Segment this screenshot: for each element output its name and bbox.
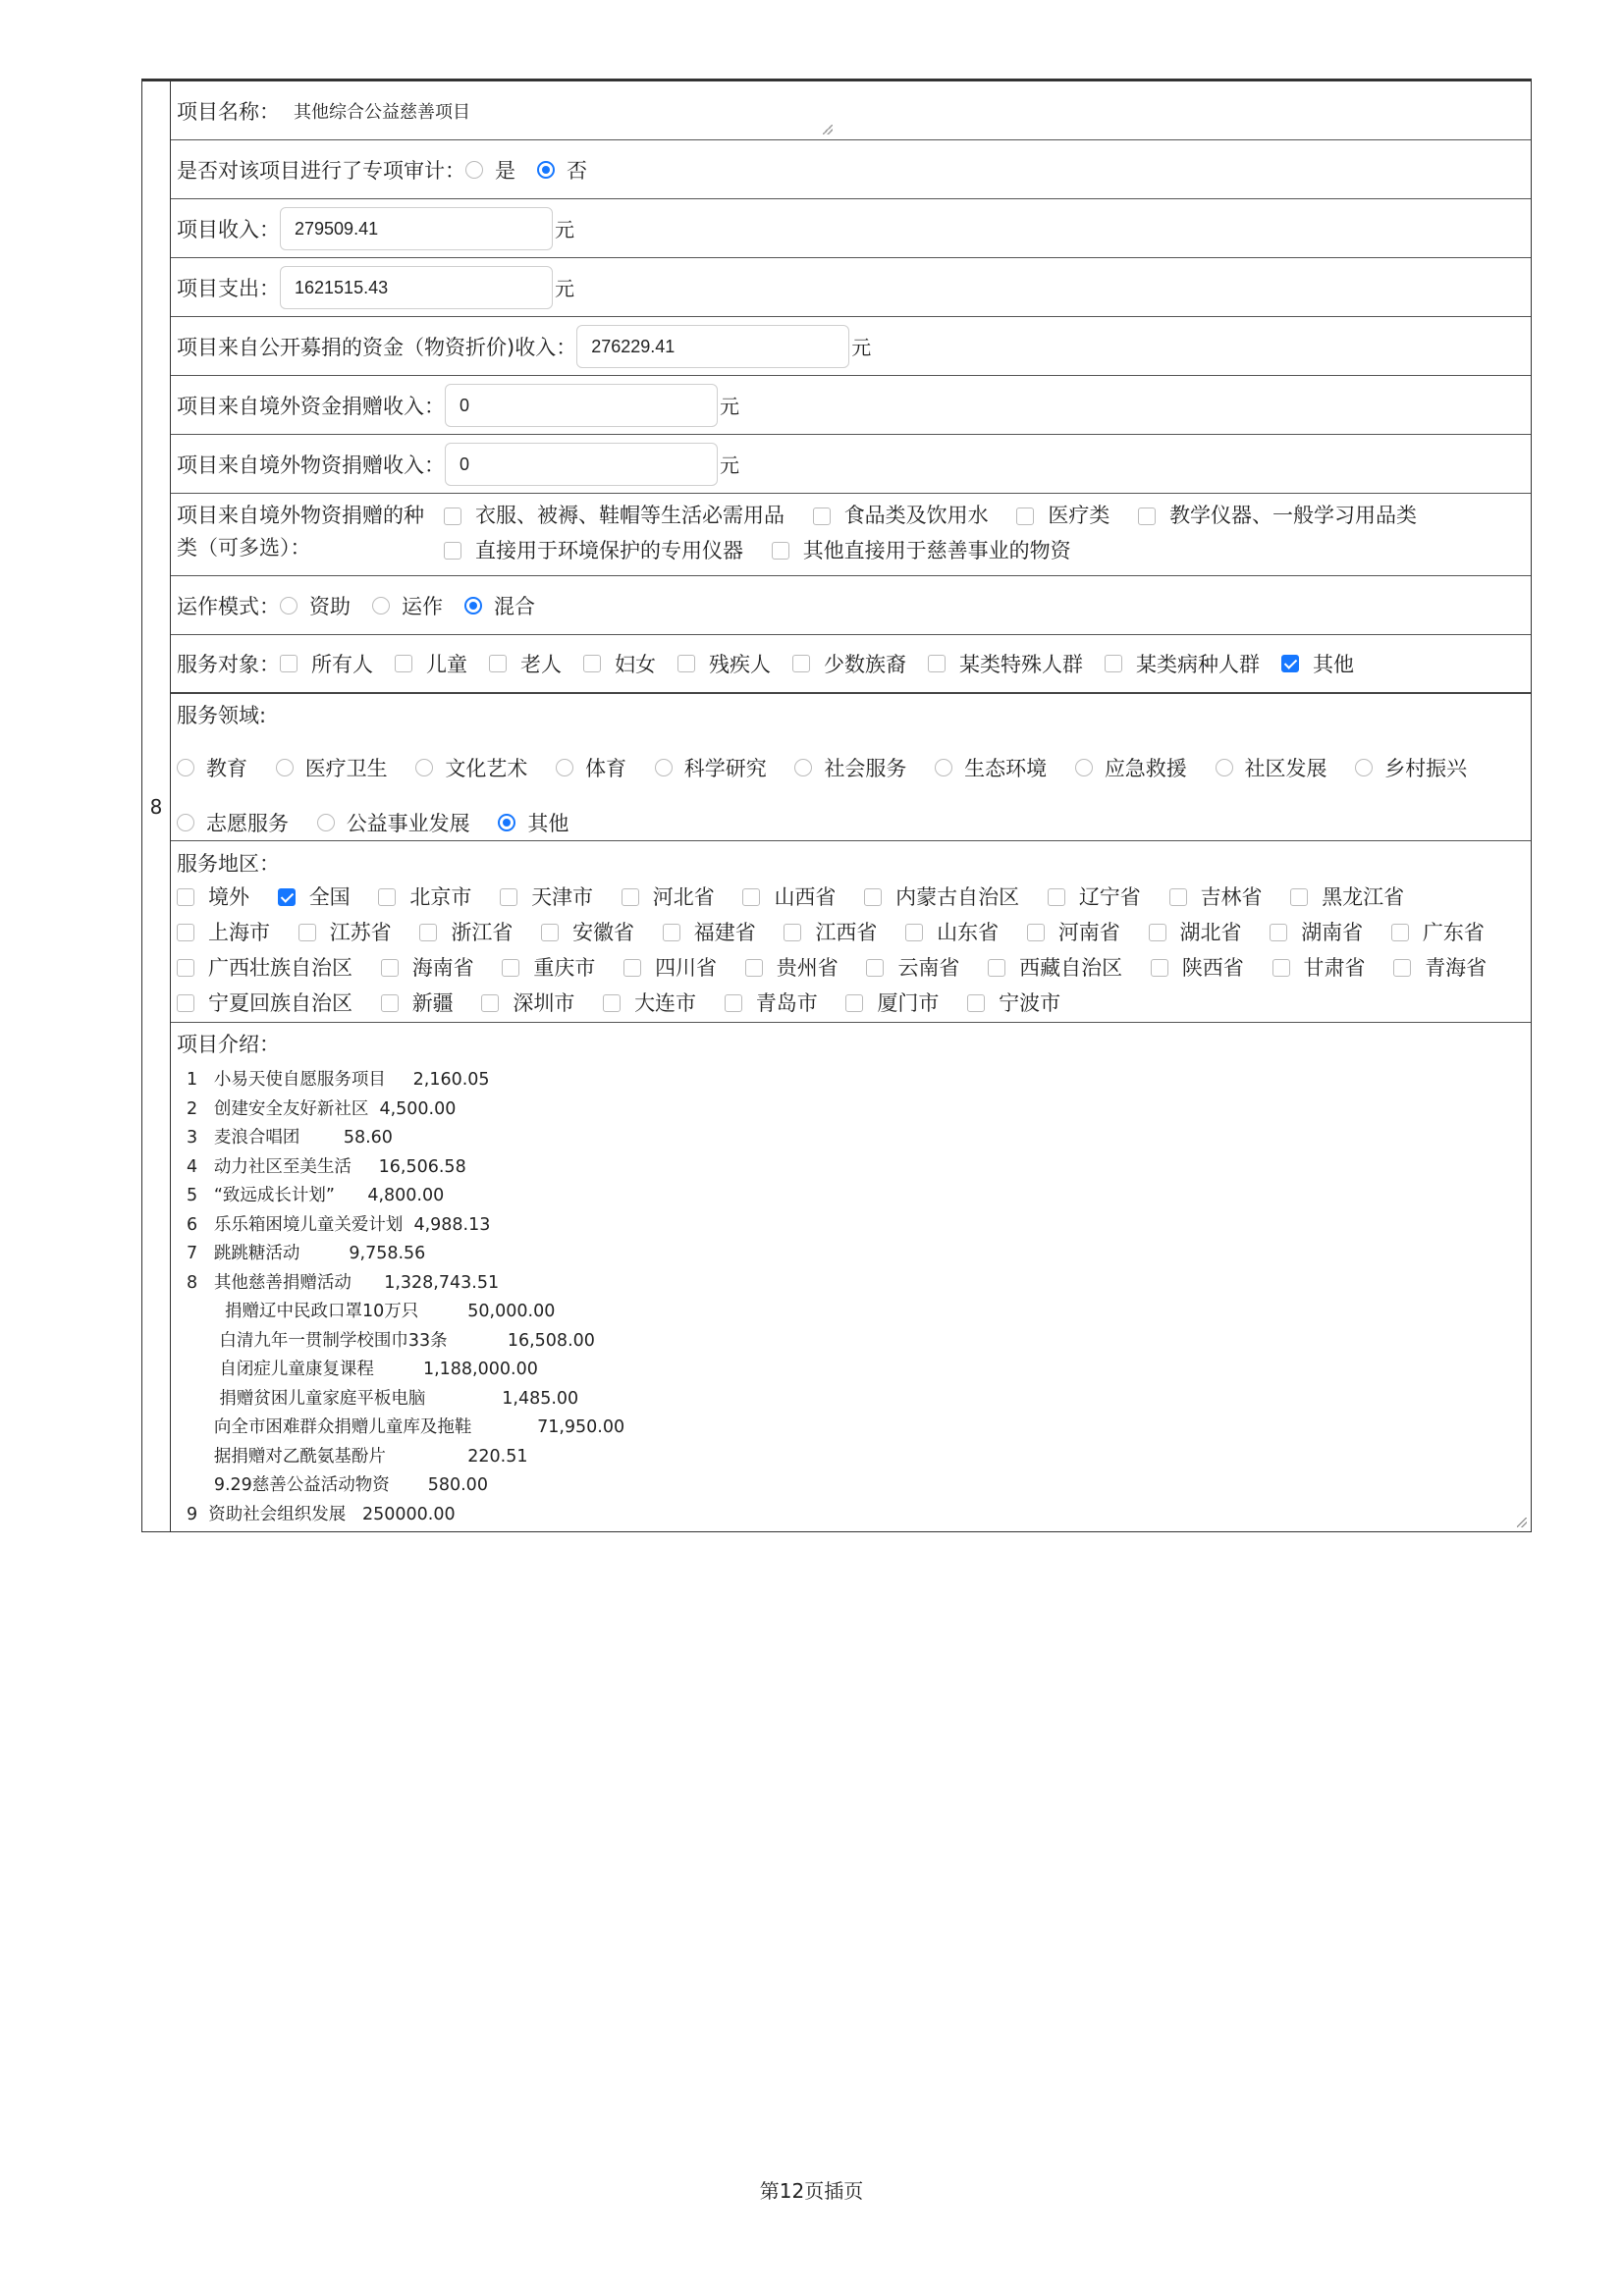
checkbox-icon[interactable] xyxy=(928,655,946,672)
area-option[interactable]: 深圳市 xyxy=(481,987,574,1020)
overseas-fund-input[interactable]: 0 xyxy=(445,384,718,427)
checkbox-icon[interactable] xyxy=(603,994,621,1012)
area-option[interactable]: 宁波市 xyxy=(967,987,1060,1020)
radio-icon[interactable] xyxy=(415,759,433,776)
checkbox-icon[interactable] xyxy=(419,924,437,941)
checkbox-icon[interactable] xyxy=(866,959,884,977)
area-option[interactable]: 湖南省 xyxy=(1270,916,1363,949)
checkbox-icon[interactable] xyxy=(864,888,882,906)
checkbox-icon[interactable] xyxy=(845,994,863,1012)
operation-mode-label: 运作模式： xyxy=(177,594,280,618)
goods-option-medical[interactable]: 医疗类 xyxy=(1016,500,1109,532)
radio-icon[interactable] xyxy=(177,759,194,776)
checkbox-icon[interactable] xyxy=(1151,959,1168,977)
intro-line: 6 乐乐箱困境儿童关爱计划 4,988.13 xyxy=(187,1214,491,1235)
checkbox-icon[interactable] xyxy=(502,959,519,977)
area-option[interactable]: 海南省 xyxy=(381,951,474,985)
radio-icon[interactable] xyxy=(1355,759,1373,776)
checkbox-icon[interactable] xyxy=(444,542,461,560)
area-option[interactable]: 湖北省 xyxy=(1149,916,1242,949)
checkbox-icon[interactable] xyxy=(967,994,985,1012)
checkbox-icon[interactable] xyxy=(1393,959,1411,977)
area-option[interactable]: 山东省 xyxy=(905,916,999,949)
radio-icon[interactable] xyxy=(280,597,298,614)
area-option-national[interactable]: 全国 xyxy=(278,881,351,914)
audit-option-yes[interactable]: 是 xyxy=(465,155,515,185)
mode-option-operate[interactable]: 运作 xyxy=(372,591,443,620)
service-field-options-1 xyxy=(177,753,1467,782)
audit-option-no[interactable]: 否 xyxy=(537,155,587,185)
goods-option-environment[interactable]: 直接用于环境保护的专用仪器 xyxy=(444,535,743,567)
goods-option-teaching[interactable]: 教学仪器、一般学习用品类 xyxy=(1138,500,1417,532)
checkbox-icon[interactable] xyxy=(1391,924,1409,941)
checkbox-icon[interactable] xyxy=(541,924,559,941)
checkbox-icon[interactable] xyxy=(177,994,194,1012)
row-index: 8 xyxy=(142,81,171,1531)
target-option-other[interactable]: 其他 xyxy=(1281,649,1354,678)
goods-option-other[interactable]: 其他直接用于慈善事业的物资 xyxy=(772,535,1071,567)
service-field-row xyxy=(171,694,1531,841)
target-option[interactable]: 妇女 xyxy=(583,649,656,678)
intro-line: 自闭症儿童康复课程 1,188,000.00 xyxy=(187,1360,538,1379)
checkbox-icon[interactable] xyxy=(395,655,412,672)
checkbox-icon[interactable] xyxy=(1048,888,1065,906)
checkbox-icon[interactable] xyxy=(381,959,399,977)
area-option[interactable]: 河南省 xyxy=(1027,916,1120,949)
area-option[interactable]: 浙江省 xyxy=(419,916,513,949)
area-option[interactable]: 安徽省 xyxy=(541,916,634,949)
area-option[interactable]: 云南省 xyxy=(866,951,959,985)
overseas-goods-input[interactable]: 0 xyxy=(445,443,718,486)
field-option[interactable]: 社会服务 xyxy=(794,753,906,782)
checkbox-icon[interactable] xyxy=(177,888,194,906)
public-fund-row xyxy=(171,317,1531,376)
field-option[interactable]: 科学研究 xyxy=(655,753,767,782)
service-area-options-4 xyxy=(177,987,1082,1022)
audit-row xyxy=(171,140,1531,199)
goods-option-daily[interactable]: 衣服、被褥、鞋帽等生活必需用品 xyxy=(444,500,784,532)
area-option[interactable]: 上海市 xyxy=(177,916,270,949)
resize-handle-icon[interactable] xyxy=(1517,1518,1527,1527)
area-option[interactable]: 辽宁省 xyxy=(1048,881,1141,914)
service-field-options-2 xyxy=(177,808,590,837)
goods-types-options xyxy=(444,500,1438,569)
area-option[interactable]: 西藏自治区 xyxy=(988,951,1122,985)
income-input[interactable]: 279509.41 xyxy=(280,207,553,250)
radio-icon[interactable] xyxy=(276,759,294,776)
field-option[interactable]: 教育 xyxy=(177,753,247,782)
service-target-label: 服务对象： xyxy=(177,653,280,676)
area-option[interactable]: 新疆 xyxy=(381,987,454,1020)
intro-line: 4 动力社区至美生活 16,506.58 xyxy=(187,1156,466,1177)
checkbox-checked-icon[interactable] xyxy=(278,888,296,906)
area-option[interactable]: 四川省 xyxy=(623,951,717,985)
area-option[interactable]: 青海省 xyxy=(1393,951,1487,985)
area-option[interactable]: 陕西省 xyxy=(1151,951,1244,985)
radio-selected-icon[interactable] xyxy=(537,161,555,179)
project-name-row xyxy=(171,81,1531,140)
area-option[interactable]: 甘肃省 xyxy=(1272,951,1366,985)
area-option[interactable]: 天津市 xyxy=(500,881,593,914)
goods-types-row xyxy=(171,494,1531,576)
checkbox-icon[interactable] xyxy=(1290,888,1308,906)
intro-line: 1 小易天使自愿服务项目 2,160.05 xyxy=(187,1070,490,1090)
checkbox-icon[interactable] xyxy=(298,924,316,941)
overseas-fund-label: 项目来自境外资金捐赠收入： xyxy=(177,394,445,418)
checkbox-icon[interactable] xyxy=(677,655,695,672)
intro-textarea[interactable] xyxy=(187,1066,624,1529)
area-option[interactable]: 江苏省 xyxy=(298,916,392,949)
overseas-goods-row xyxy=(171,435,1531,494)
expense-unit: 元 xyxy=(555,277,574,300)
field-option[interactable]: 乡村振兴 xyxy=(1355,753,1467,782)
expense-row xyxy=(171,258,1531,317)
field-option[interactable]: 文化艺术 xyxy=(415,753,527,782)
checkbox-icon[interactable] xyxy=(177,924,194,941)
intro-line: 8 其他慈善捐赠活动 1,328,743.51 xyxy=(187,1272,500,1293)
service-target-row xyxy=(171,635,1531,694)
target-option[interactable]: 少数族裔 xyxy=(792,649,906,678)
expense-input[interactable]: 1621515.43 xyxy=(280,266,553,309)
service-field-label: 服务领域: xyxy=(177,704,267,727)
checkbox-icon[interactable] xyxy=(622,888,639,906)
audit-label: 是否对该项目进行了专项审计： xyxy=(177,158,465,183)
intro-line: 3 麦浪合唱团 58.60 xyxy=(187,1128,393,1148)
mode-option-mixed[interactable]: 混合 xyxy=(464,591,535,620)
area-option[interactable]: 广东省 xyxy=(1391,916,1485,949)
radio-icon[interactable] xyxy=(794,759,812,776)
field-option[interactable]: 社区发展 xyxy=(1216,753,1327,782)
area-option[interactable]: 江西省 xyxy=(784,916,877,949)
public-fund-input[interactable]: 276229.41 xyxy=(576,325,849,368)
target-option[interactable]: 老人 xyxy=(489,649,562,678)
area-option[interactable]: 境外 xyxy=(177,881,249,914)
radio-selected-icon[interactable] xyxy=(464,597,482,614)
intro-line: 捐赠辽中民政口罩10万只 50,000.00 xyxy=(187,1302,556,1321)
field-option[interactable]: 体育 xyxy=(556,753,626,782)
service-area-options-2 xyxy=(177,916,1485,951)
area-option[interactable]: 宁夏回族自治区 xyxy=(177,987,352,1020)
area-option[interactable]: 大连市 xyxy=(603,987,696,1020)
target-option[interactable]: 所有人 xyxy=(280,649,373,678)
income-label: 项目收入： xyxy=(177,217,280,241)
area-option[interactable]: 贵州省 xyxy=(745,951,839,985)
income-unit: 元 xyxy=(555,218,574,241)
intro-line: 9.29慈善公益活动物资 580.00 xyxy=(187,1475,488,1495)
intro-line: 白清九年一贯制学校围巾33条 16,508.00 xyxy=(187,1330,595,1351)
radio-icon[interactable] xyxy=(935,759,952,776)
target-option[interactable]: 残疾人 xyxy=(677,649,771,678)
checkbox-icon[interactable] xyxy=(378,888,396,906)
checkbox-icon[interactable] xyxy=(481,994,499,1012)
area-option[interactable]: 河北省 xyxy=(622,881,715,914)
area-option[interactable]: 吉林省 xyxy=(1169,881,1263,914)
checkbox-icon[interactable] xyxy=(489,655,507,672)
goods-types-label: 项目来自境外物资捐赠的种 类（可多选）： xyxy=(177,504,424,560)
checkbox-icon[interactable] xyxy=(583,655,601,672)
radio-icon[interactable] xyxy=(1216,759,1233,776)
radio-icon[interactable] xyxy=(317,814,335,831)
intro-line: 据捐赠对乙酰氨基酚片 220.51 xyxy=(187,1446,528,1467)
public-fund-unit: 元 xyxy=(851,336,872,359)
public-fund-label: 项目来自公开募捐的资金（物资折价)收入： xyxy=(177,335,577,359)
radio-icon[interactable] xyxy=(655,759,673,776)
radio-icon[interactable] xyxy=(556,759,573,776)
project-form xyxy=(141,79,1532,1532)
intro-line: 向全市困难群众捐赠儿童库及拖鞋 71,950.00 xyxy=(187,1417,625,1437)
checkbox-icon[interactable] xyxy=(784,924,801,941)
checkbox-icon[interactable] xyxy=(1149,924,1166,941)
area-option[interactable]: 重庆市 xyxy=(502,951,595,985)
project-name-input[interactable]: 其他综合公益慈善项目 xyxy=(294,101,470,123)
area-option[interactable]: 内蒙古自治区 xyxy=(864,881,1019,914)
overseas-goods-unit: 元 xyxy=(720,454,739,477)
checkbox-icon[interactable] xyxy=(623,959,641,977)
mode-option-fund[interactable]: 资助 xyxy=(280,591,351,620)
service-area-options-1 xyxy=(177,881,1426,916)
area-option[interactable]: 北京市 xyxy=(378,881,471,914)
area-option[interactable]: 厦门市 xyxy=(845,987,939,1020)
checkbox-icon[interactable] xyxy=(444,507,461,525)
field-option-other[interactable]: 其他 xyxy=(498,808,568,837)
resize-handle-icon[interactable] xyxy=(823,125,833,134)
checkbox-icon[interactable] xyxy=(725,994,742,1012)
intro-line: 捐赠贫困儿童家庭平板电脑 1,485.00 xyxy=(187,1388,579,1409)
intro-line: 7 跳跳糖活动 9,758.56 xyxy=(187,1244,426,1263)
field-option[interactable]: 生态环境 xyxy=(935,753,1047,782)
intro-line: 9 资助社会组织发展 250000.00 xyxy=(187,1504,456,1524)
checkbox-icon[interactable] xyxy=(1105,655,1122,672)
checkbox-icon[interactable] xyxy=(381,994,399,1012)
intro-line: 2 创建安全友好新社区 4,500.00 xyxy=(187,1098,457,1119)
checkbox-icon[interactable] xyxy=(905,924,923,941)
service-area-options-3 xyxy=(177,951,1487,987)
operation-mode-row xyxy=(171,576,1531,635)
area-option[interactable]: 广西壮族自治区 xyxy=(177,951,352,985)
expense-label: 项目支出： xyxy=(177,276,280,300)
field-option[interactable]: 公益事业发展 xyxy=(317,808,470,837)
checkbox-icon[interactable] xyxy=(1016,507,1034,525)
radio-icon[interactable] xyxy=(1075,759,1093,776)
intro-line: 5 “致远成长计划” 4,800.00 xyxy=(187,1186,445,1205)
target-option[interactable]: 儿童 xyxy=(395,649,467,678)
checkbox-icon[interactable] xyxy=(745,959,763,977)
project-name-label: 项目名称： xyxy=(177,99,280,124)
radio-icon[interactable] xyxy=(465,161,483,179)
checkbox-icon[interactable] xyxy=(663,924,680,941)
service-area-row xyxy=(171,841,1531,1023)
service-area-label: 服务地区： xyxy=(177,852,280,876)
checkbox-icon[interactable] xyxy=(988,959,1005,977)
goods-option-food[interactable]: 食品类及饮用水 xyxy=(813,500,989,532)
checkbox-checked-icon[interactable] xyxy=(1281,655,1299,672)
field-option[interactable]: 志愿服务 xyxy=(177,808,289,837)
checkbox-icon[interactable] xyxy=(772,542,789,560)
target-option[interactable]: 某类病种人群 xyxy=(1105,649,1260,678)
radio-selected-icon[interactable] xyxy=(498,814,515,831)
checkbox-icon[interactable] xyxy=(1270,924,1287,941)
checkbox-icon[interactable] xyxy=(1027,924,1045,941)
checkbox-icon[interactable] xyxy=(177,959,194,977)
intro-row xyxy=(171,1023,1531,1531)
checkbox-icon[interactable] xyxy=(500,888,517,906)
checkbox-icon[interactable] xyxy=(1272,959,1290,977)
overseas-fund-unit: 元 xyxy=(720,395,739,418)
intro-label: 项目介绍： xyxy=(177,1033,280,1056)
overseas-fund-row xyxy=(171,376,1531,435)
income-row xyxy=(171,199,1531,258)
area-option[interactable]: 青岛市 xyxy=(725,987,818,1020)
checkbox-icon[interactable] xyxy=(280,655,298,672)
radio-icon[interactable] xyxy=(372,597,390,614)
checkbox-icon[interactable] xyxy=(742,888,760,906)
checkbox-icon[interactable] xyxy=(813,507,831,525)
radio-icon[interactable] xyxy=(177,814,194,831)
checkbox-icon[interactable] xyxy=(1138,507,1156,525)
field-option[interactable]: 应急救援 xyxy=(1075,753,1187,782)
area-option[interactable]: 山西省 xyxy=(742,881,836,914)
field-option[interactable]: 医疗卫生 xyxy=(276,753,388,782)
checkbox-icon[interactable] xyxy=(792,655,810,672)
page-footer: 第12页插页 xyxy=(759,2179,864,2203)
target-option[interactable]: 某类特殊人群 xyxy=(928,649,1083,678)
area-option[interactable]: 福建省 xyxy=(663,916,756,949)
form-rows xyxy=(171,81,1531,1531)
area-option[interactable]: 黑龙江省 xyxy=(1290,881,1404,914)
checkbox-icon[interactable] xyxy=(1169,888,1187,906)
overseas-goods-label: 项目来自境外物资捐赠收入： xyxy=(177,453,445,477)
